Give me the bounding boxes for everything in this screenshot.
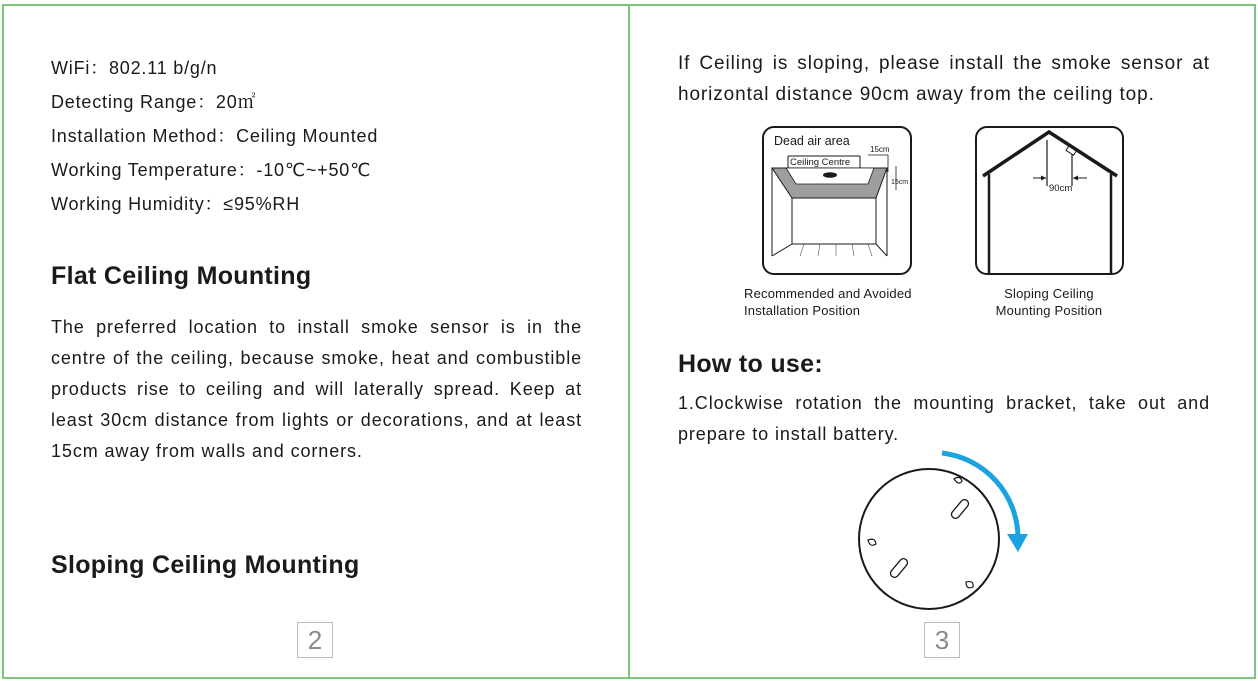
sloping-ceiling-text: If Ceiling is sloping, please install the smoke sensor at horizontal distance 90cm away from the ceiling top. — [678, 53, 1210, 105]
bracket-circle — [859, 469, 999, 609]
spec-list — [51, 51, 378, 221]
dead-air-label: Dead air area — [774, 134, 850, 148]
how-to-use-step1: 1.Clockwise rotation the mounting bracket, take out and prepare to install battery. — [678, 393, 1210, 444]
mounting-bracket-diagram — [850, 448, 1040, 618]
spec-wifi: WiFi：802.11 b/g/n — [51, 58, 218, 78]
sloping-ceiling-diagram — [975, 126, 1124, 275]
sensor-mark — [823, 172, 837, 178]
ceiling-centre-label: Ceiling Centre — [790, 157, 851, 168]
flat-ceiling-diagram — [762, 126, 912, 275]
flat-ceiling-text: The preferred location to install smoke sensor is in the centre of the ceiling, because smoke, heat and combustible products rise to ceiling and will laterally spread. Keep at least 30cm distance from lights or decorations, and at least 15cm away from walls and corners. — [51, 317, 582, 461]
diagram1-caption-line1: Recommended and Avoided — [744, 286, 912, 301]
spec-installation: Installation Method：Ceiling Mounted — [51, 126, 379, 146]
dim-side-label: 15cm — [891, 179, 909, 186]
diagram1-caption — [744, 285, 912, 319]
page-number-2: 2 — [297, 622, 333, 658]
spec-range: Detecting Range：20㎡ — [51, 92, 257, 112]
diagram2-caption-line1: Sloping Ceiling — [1004, 286, 1094, 301]
how-to-use-heading: How to use: — [678, 350, 823, 378]
diagram2-caption-line2: Mounting Position — [995, 303, 1103, 318]
rotation-arrow-head — [1007, 534, 1028, 552]
diagram1-caption-line2: Installation Position — [744, 303, 861, 318]
diagram2-caption — [992, 285, 1106, 319]
spec-temperature: Working Temperature：-10℃~+50℃ — [51, 160, 372, 180]
sloping-ceiling-heading: Sloping Ceiling Mounting — [51, 551, 360, 579]
flat-ceiling-heading: Flat Ceiling Mounting — [51, 262, 312, 290]
spec-humidity: Working Humidity：≤95%RH — [51, 194, 301, 214]
dim-90cm-label: 90cm — [1049, 183, 1073, 194]
dim-top-label: 15cm — [870, 145, 890, 154]
page-number-3: 3 — [924, 622, 960, 658]
